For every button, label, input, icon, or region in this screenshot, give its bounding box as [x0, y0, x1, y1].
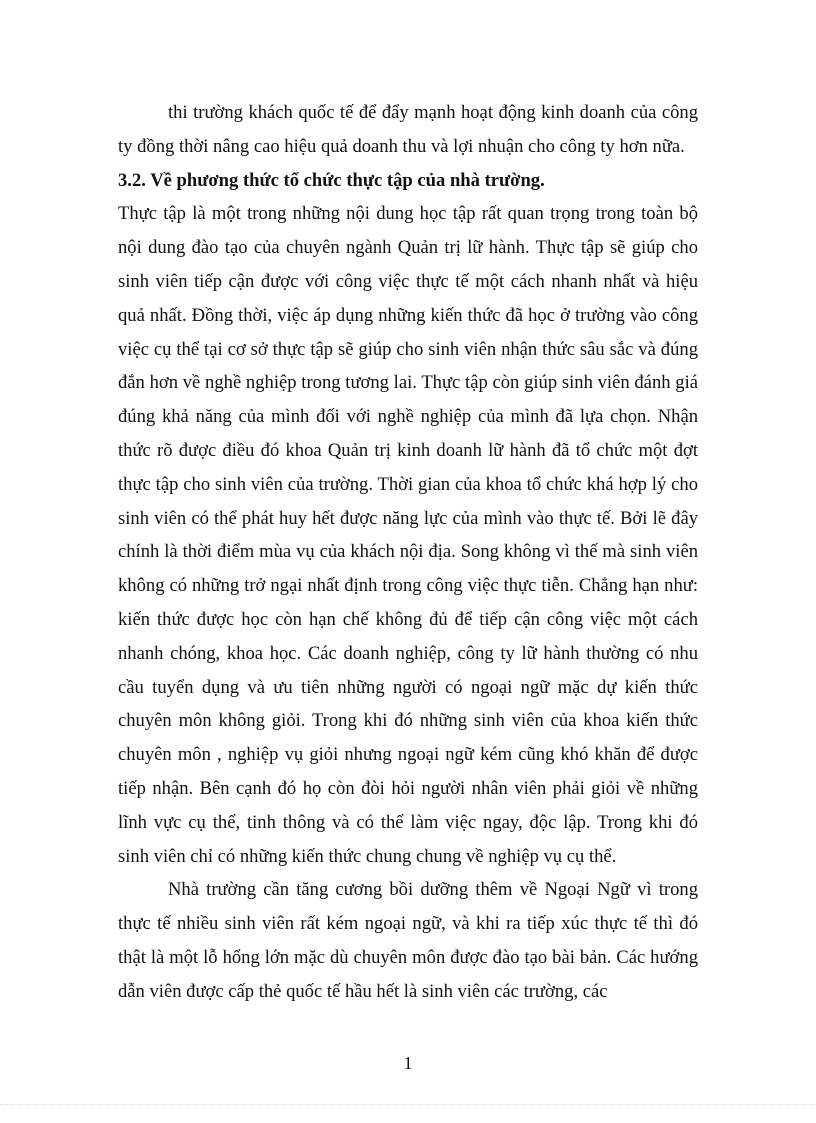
- document-body: [118, 96, 698, 1009]
- paragraph-foreign-language: Nhà trường cần tăng cương bồi dưỡng thêm về Ngoại Ngữ vì trong thực tế nhiều sinh viên rất kém ngoại ngữ, và khi ra tiếp xúc thực tế thì đó thật là một lỗ hổng lớn mặc dù chuyên môn được đào tạo bài bản. Các hướng dẫn viên được cấp thẻ quốc tế hầu hết là sinh viên các trường, các: [118, 879, 698, 1002]
- page-number: 1: [403, 1053, 413, 1073]
- page-bottom-divider: [0, 1104, 816, 1105]
- paragraph-internship: Thực tập là một trong những nội dung học tập rất quan trọng trong toàn bộ nội dung đào tạo của chuyên ngành Quản trị lữ hành. Thực tập sẽ giúp cho sinh viên tiếp cận được với công việc thực tế một cách nhanh nhất và hiệu quả nhất. Đồng thời, việc áp dụng những kiến thức đã học ở trường vào công việc cụ thể tại cơ sở thực tập sẽ giúp cho sinh viên nhận thức sâu sắc và đúng đắn hơn về nghề nghiệp trong tương lai. Thực tập còn giúp sinh viên đánh giá đúng khả năng của mình đối với nghề nghiệp của mình đã lựa chọn. Nhận thức rõ được điều đó khoa Quản trị kinh doanh lữ hành đã tổ chức một đợt thực tập cho sinh viên của trường. Thời gian của khoa tổ chức khá hợp lý cho sinh viên có thể phát huy hết được năng lực của mình vào thực tế. Bởi lẽ đây chính là thời điểm mùa vụ của khách nội địa. Song không vì thế mà sinh viên không có những trở ngại nhất định trong công việc thực tiễn. Chẳng hạn như: kiến thức được học còn hạn chế không đủ để tiếp cận công việc một cách nhanh chóng, khoa học. Các doanh nghiệp, công ty lữ hành thường có nhu cầu tuyển dụng và ưu tiên những người có ngoại ngữ mặc dự kiến thức chuyên môn không giỏi. Trong khi đó những sinh viên của khoa kiến thức chuyên môn , nghiệp vụ giỏi nhưng ngoại ngữ kém cũng khó khăn để được tiếp nhận. Bên cạnh đó họ còn đòi hỏi người nhân viên phải giỏi về những lĩnh vực cụ thể, tinh thông và có thể làm việc ngay, độc lập. Trong khi đó sinh viên chỉ có những kiến thức chung chung về nghiệp vụ cụ thể.: [118, 203, 698, 867]
- paragraph-continuation: thi trường khách quốc tế để đẩy mạnh hoạt động kinh doanh của công ty đồng thời nâng cao hiệu quả doanh thu và lợi nhuận cho công ty hơn nữa.: [118, 102, 698, 157]
- section-heading: 3.2. Về phương thức tổ chức thực tập của nhà trường.: [118, 169, 545, 191]
